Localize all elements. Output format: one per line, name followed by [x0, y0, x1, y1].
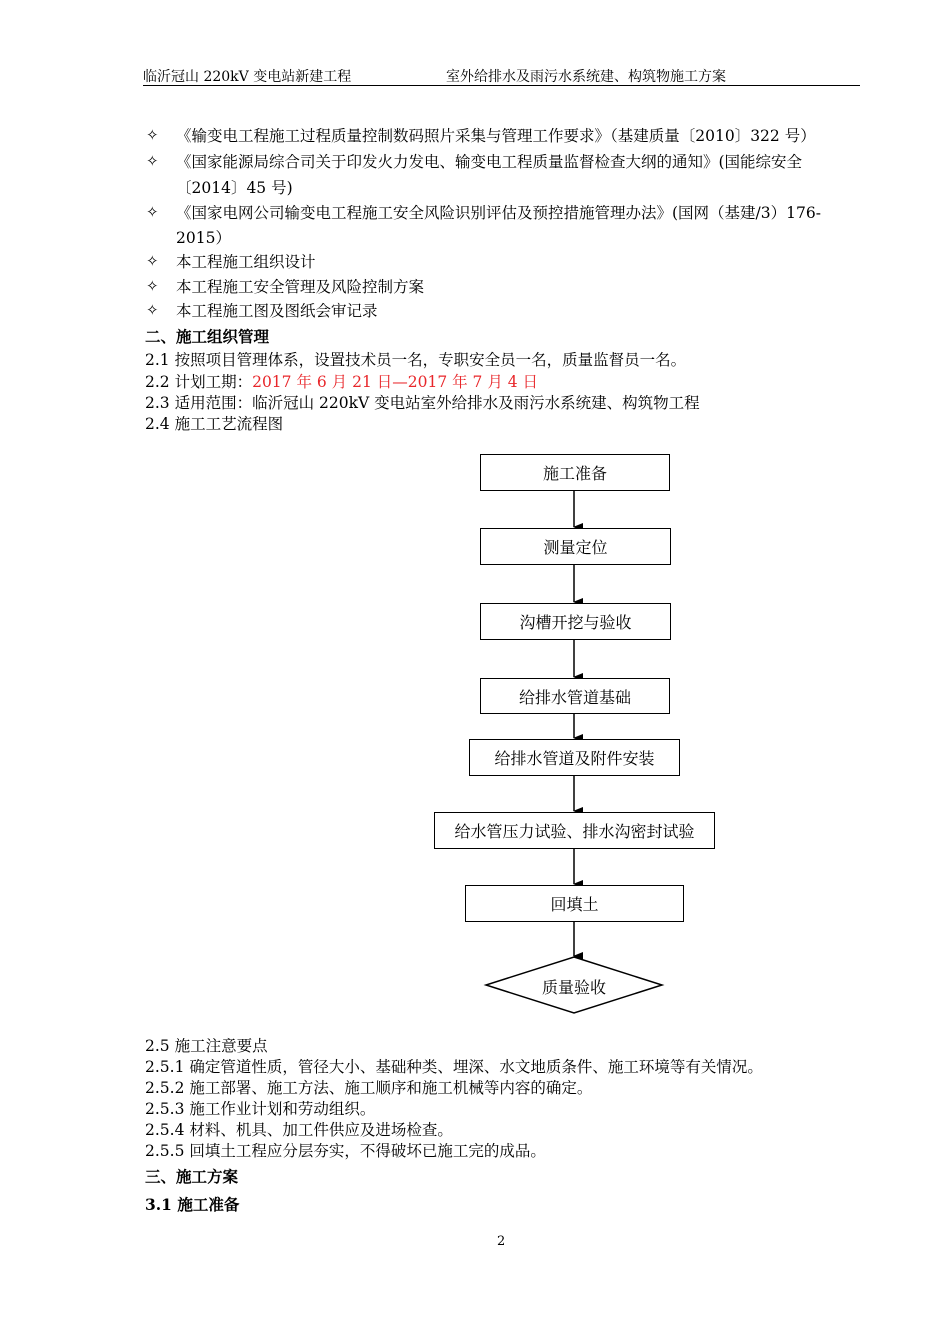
reference-item: 《国家电网公司输变电工程施工安全风险识别评估及预控措施管理办法》(国网（基建/3）176- — [176, 204, 821, 222]
reference-item-continued: 〔2014〕45 号) — [176, 179, 293, 197]
subsection-heading: 3.1 施工准备 — [145, 1195, 240, 1214]
notes-heading: 2.5 施工注意要点 — [145, 1037, 268, 1055]
flow-step-preparation — [480, 454, 670, 491]
flow-step-label: 沟槽开挖与验收 — [519, 613, 632, 632]
section-heading: 三、施工方案 — [145, 1167, 239, 1186]
schedule-label: 2.2 计划工期： — [145, 373, 253, 391]
bullet-icon: ✧ — [146, 152, 159, 170]
bullet-icon: ✧ — [146, 252, 159, 270]
reference-item: 《输变电工程施工过程质量控制数码照片采集与管理工作要求》（基建质量〔2010〕322 号） — [176, 127, 816, 145]
flow-step-label: 给排水管道及附件安装 — [494, 749, 655, 768]
reference-item: 本工程施工图及图纸会审记录 — [176, 302, 378, 320]
reference-item: 本工程施工安全管理及风险控制方案 — [176, 278, 425, 296]
flow-step-pipe-installation — [469, 739, 680, 776]
header-document-title: 室外给排水及雨污水系统建、构筑物施工方案 — [446, 69, 726, 85]
flow-step-label: 给排水管道基础 — [518, 687, 631, 707]
paragraph: 2.1 按照项目管理体系，设置技术员一名，专职安全员一名，质量监督员一名。 — [145, 351, 687, 369]
note-item: 2.5.4 材料、机具、加工件供应及进场检查。 — [145, 1121, 453, 1139]
reference-item-continued: 2015） — [176, 229, 231, 247]
schedule-dates: 2017 年 6 月 21 日—2017 年 7 月 4 日 — [252, 373, 539, 391]
flow-step-backfill — [465, 885, 684, 922]
flow-step-quality-acceptance: 质量验收 — [541, 978, 606, 997]
note-item: 2.5.1 确定管道性质，管径大小、基础种类、埋深、水文地质条件、施工环境等有关情况。 — [145, 1058, 763, 1076]
flow-step-label: 施工准备 — [542, 464, 607, 483]
paragraph: 2.4 施工工艺流程图 — [145, 415, 284, 433]
bullet-icon: ✧ — [146, 277, 159, 295]
header-project-name: 临沂冠山 220kV 变电站新建工程 — [143, 69, 352, 85]
note-item: 2.5.5 回填土工程应分层夯实，不得破坏已施工完的成品。 — [145, 1142, 546, 1160]
flow-step-surveying — [480, 528, 671, 565]
flow-step-label: 测量定位 — [543, 538, 608, 557]
flow-step-label: 给水管压力试验、排水沟密封试验 — [454, 822, 695, 841]
flow-step-trench-excavation — [480, 603, 671, 640]
bullet-icon: ✧ — [146, 301, 159, 319]
flow-step-pressure-test — [434, 812, 715, 849]
bullet-icon: ✧ — [146, 203, 159, 221]
reference-item: 本工程施工组织设计 — [176, 253, 316, 271]
section-heading: 二、施工组织管理 — [145, 327, 270, 346]
paragraph: 2.3 适用范围：临沂冠山 220kV 变电站室外给排水及雨污水系统建、构筑物工程 — [145, 394, 700, 412]
flow-step-label: 回填土 — [550, 895, 599, 914]
flow-step-pipe-foundation — [480, 678, 670, 714]
reference-item: 《国家能源局综合司关于印发火力发电、输变电工程质量监督检查大纲的通知》(国能综安全 — [176, 153, 803, 171]
bullet-icon: ✧ — [146, 126, 159, 144]
page-number: 2 — [497, 1234, 506, 1249]
note-item: 2.5.3 施工作业计划和劳动组织。 — [145, 1100, 376, 1118]
note-item: 2.5.2 施工部署、施工方法、施工顺序和施工机械等内容的确定。 — [145, 1079, 593, 1097]
